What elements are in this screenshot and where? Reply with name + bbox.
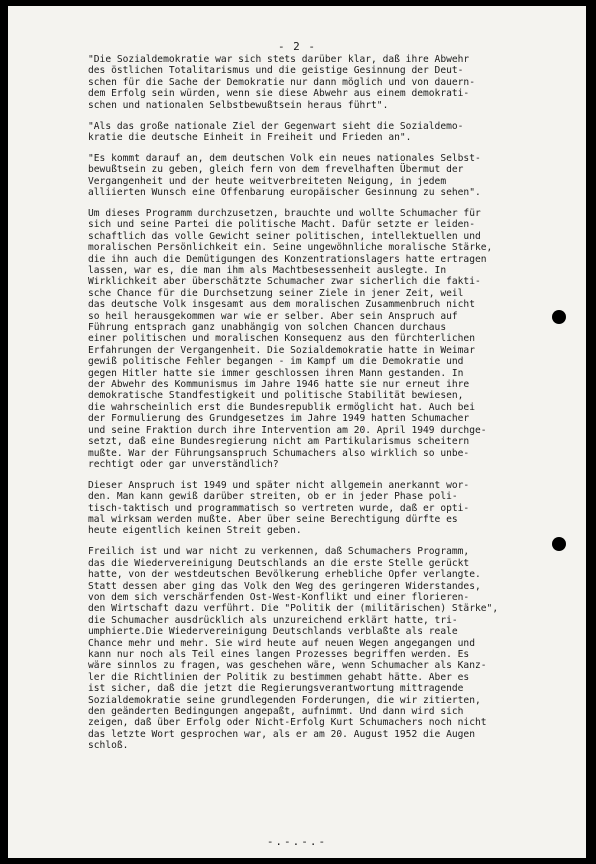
text-line: die wahrscheinlich erst die Bundesrepublik ermöglicht hat. Auch bei bbox=[88, 401, 475, 413]
paragraph bbox=[88, 546, 574, 751]
text-line: demokratische Standfestigkeit und politische Stabilität bewiesen, bbox=[88, 390, 464, 402]
text-line: Dieser Anspruch ist 1949 und später nicht allgemein anerkannt wor- bbox=[88, 479, 470, 491]
text-line: Vergangenheit und der heute weitverbreiteten Neigung, in jedem bbox=[88, 175, 447, 187]
text-line: Sozialdemokratie seine grundlegenden Forderungen, die wir zitierten, bbox=[88, 694, 481, 706]
text-line: den geänderten Bedingungen angepaßt, aufnimmt. Und dann wird sich bbox=[88, 706, 464, 718]
text-line: gewiß politische Fehler begangen - im Kampf um die Demokratie und bbox=[88, 356, 464, 368]
paragraph bbox=[88, 208, 574, 470]
text-line: den Wirtschaft dazu verführt. Die "Politik der (militärischen) Stärke", bbox=[88, 603, 499, 615]
punch-hole-lower bbox=[552, 537, 566, 551]
text-line: lassen, war es, die man ihm als Machtbesessenheit auslegte. In bbox=[88, 265, 447, 276]
text-line: Statt dessen aber ging das Volk den Weg des geringeren Widerstandes, bbox=[88, 580, 481, 592]
text-line: Wirklichkeit aber überschätzte Schumacher zwar sicherlich die fakti- bbox=[88, 276, 481, 288]
text-line: Führung entsprach ganz unabhängig von solchen Chancen durchaus bbox=[88, 322, 447, 334]
text-line: rechtigt oder gar unverständlich? bbox=[88, 458, 279, 470]
punch-hole-upper bbox=[552, 310, 566, 324]
text-line: ist sicher, daß die jetzt die Regierungsverantwortung mittragende bbox=[88, 683, 464, 695]
text-line: schen und nationalen Selbstbewußtsein heraus führt". bbox=[88, 99, 389, 111]
text-line: sich und seine Partei die politische Macht. Dafür setzte er leiden- bbox=[88, 219, 475, 231]
text-line: wäre sinnlos zu fragen, was geschehen wäre, wenn Schumacher als Kanz- bbox=[88, 660, 487, 672]
document-page bbox=[8, 6, 586, 858]
text-line: umphierte.Die Wiedervereinigung Deutschlands verblaßte als reale bbox=[88, 626, 458, 638]
text-line: dem Erfolg sein würden, wenn sie diese Abwehr aus einem demokrati- bbox=[88, 88, 470, 100]
end-mark: -.-.-.- bbox=[266, 835, 328, 848]
text-line: alliierten Wunsch eine Offenbarung europäischer Gesinnung zu sehen". bbox=[88, 187, 481, 199]
paragraph bbox=[88, 153, 574, 199]
text-line: mal wirksam werden mußte. Aber über seine Berechtigung dürfte es bbox=[88, 514, 458, 526]
text-line: das die Wiedervereinigung Deutschlands an die erste Stelle gerückt bbox=[88, 557, 470, 569]
text-line: setzt, daß eine Bundesregierung nicht am Partikularismus scheitern bbox=[88, 436, 470, 448]
paragraph bbox=[88, 121, 574, 144]
text-line: der Formulierung des Grundgesetzes im Jahre 1949 hatten Schumacher bbox=[88, 413, 470, 425]
text-line: so heil herausgekommen war wie er selber. Aber sein Anspruch auf bbox=[88, 310, 458, 322]
text-line: "Die Sozialdemokratie war sich stets darüber klar, daß ihre Abwehr bbox=[88, 54, 470, 65]
text-line: moralischen Persönlichkeit ein. Seine ungewöhnliche moralische Stärke, bbox=[88, 242, 493, 254]
text-line: schaftlich das volle Gewicht seiner politischen, intellektuellen und bbox=[88, 230, 481, 242]
text-line: tisch-taktisch und programmatisch so vertreten wurde, daß er opti- bbox=[88, 502, 470, 514]
text-line: sche Chance für die Durchsetzung seiner Ziele in jener Zeit, weil bbox=[88, 287, 464, 299]
text-line: das letzte Wort gesprochen war, als er am 20. August 1952 die Augen bbox=[88, 728, 475, 740]
text-line: und seine Fraktion durch ihre Intervention am 20. April 1949 durchge- bbox=[88, 424, 487, 436]
text-line: von dem sich verschärfenden Ost-West-Konflikt und einer florieren- bbox=[88, 591, 470, 603]
text-line: die Schumacher ausdrücklich als unzureichend erklärt hatte, tri- bbox=[88, 614, 458, 626]
text-line: Freilich ist und war nicht zu verkennen, daß Schumachers Programm, bbox=[88, 546, 470, 558]
text-line: zeigen, daß über Erfolg oder Nicht-Erfolg Kurt Schumachers noch nicht bbox=[88, 717, 487, 729]
text-line: Um dieses Programm durchzusetzen, brauchte und wollte Schumacher für bbox=[88, 207, 481, 219]
page-number: - 2 - bbox=[277, 40, 317, 53]
text-line: hatte, von der westdeutschen Bevölkerung erhebliche Opfer verlangte. bbox=[88, 569, 481, 581]
text-line: bewußtsein zu geben, gleich fern von dem frevelhaften Übermut der bbox=[88, 164, 464, 176]
text-line: kann nur noch als Teil eines langen Prozesses begriffen werden. Es bbox=[88, 649, 470, 660]
text-line: des östlichen Totalitarismus und die geistige Gesinnung der Deut- bbox=[88, 65, 464, 77]
text-line: kratie die deutsche Einheit in Freiheit und Frieden an". bbox=[88, 131, 412, 143]
text-line: die ihn auch die Demütigungen des Konzentrationslagers hatte ertragen bbox=[88, 253, 487, 265]
text-line: schen für die Sache der Demokratie nur dann möglich und von dauern- bbox=[88, 76, 475, 88]
text-line: mußte. War der Führungsanspruch Schumachers also wirklich so unbe- bbox=[88, 447, 470, 459]
text-line: "Es kommt darauf an, dem deutschen Volk ein neues nationales Selbst- bbox=[88, 152, 481, 164]
text-line: das deutsche Volk insgesamt aus dem moralischen Zusammenbruch nicht bbox=[88, 299, 475, 311]
text-line: "Als das große nationale Ziel der Gegenwart sieht die Sozialdemo- bbox=[88, 120, 464, 132]
paragraph bbox=[88, 54, 574, 111]
text-line: ler die Richtlinien der Politik zu bestimmen gehabt hätte. Aber es bbox=[88, 671, 470, 683]
text-line: gegen Hitler hatte sie immer geschlossen ihren Mann gestanden. In bbox=[88, 367, 464, 379]
text-line: einer politischen und moralischen Konsequenz aus den fürchterlichen bbox=[88, 333, 475, 345]
text-line: Erfahrungen der Vergangenheit. Die Sozialdemokratie hatte in Weimar bbox=[88, 344, 475, 356]
text-line: schloß. bbox=[88, 740, 129, 752]
text-line: Chance mehr und mehr. Sie wird heute auf neuen Wegen angegangen und bbox=[88, 637, 475, 649]
paragraph bbox=[88, 480, 574, 537]
text-line: den. Man kann gewiß darüber streiten, ob er in jeder Phase poli- bbox=[88, 491, 458, 503]
body-text bbox=[88, 54, 574, 761]
text-line: der Abwehr des Kommunismus im Jahre 1946 hatte sie nur erneut ihre bbox=[88, 379, 470, 391]
text-line: heute eigentlich keinen Streit geben. bbox=[88, 525, 302, 537]
